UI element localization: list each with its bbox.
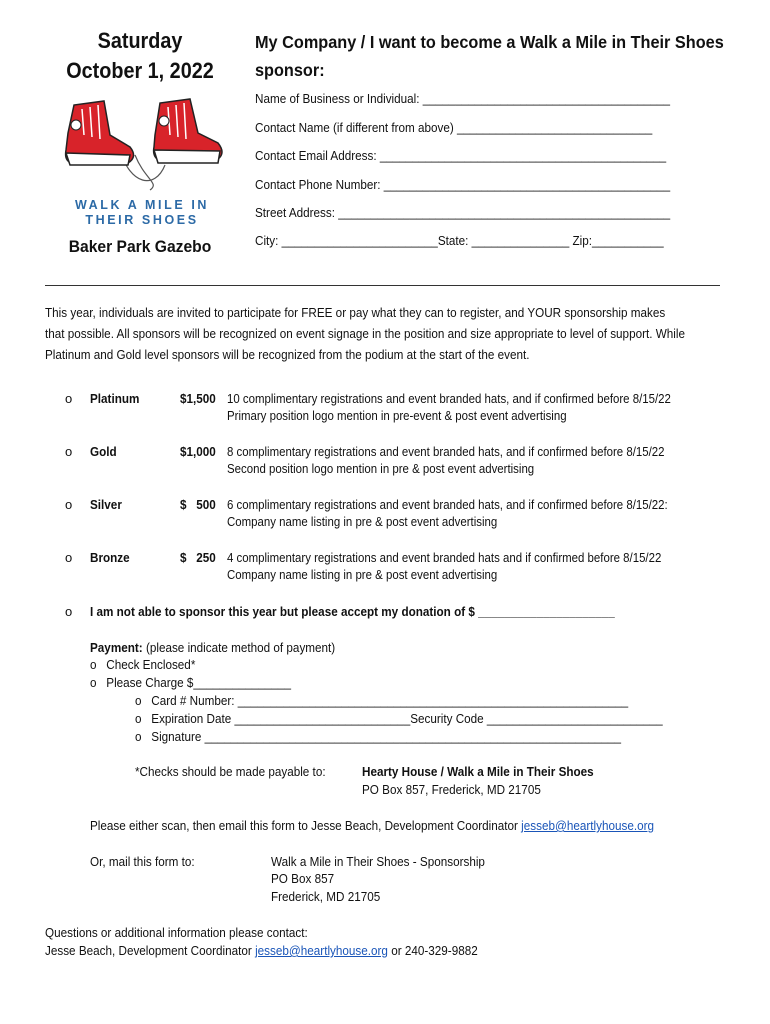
field-label: Expiration Date ___________________________Security Code ___________________________ bbox=[151, 711, 663, 726]
contact-name: Jesse Beach, Development Coordinator bbox=[45, 943, 252, 958]
contact-details bbox=[45, 943, 478, 958]
tier-benefit-line-1: 8 complimentary registrations and event branded hats, and if confirmed before 8/15/22 bbox=[227, 444, 665, 459]
city-state-zip-field[interactable]: City: ________________________State: _______________ Zip:___________ bbox=[255, 233, 664, 248]
event-date: October 1, 2022 bbox=[66, 58, 214, 83]
tier-silver[interactable] bbox=[45, 497, 745, 537]
tier-name: Gold bbox=[90, 444, 117, 459]
checkbox-bullet[interactable]: o bbox=[65, 550, 73, 565]
checkbox-bullet[interactable]: o bbox=[90, 675, 97, 690]
tier-amount: $1,000 bbox=[180, 444, 216, 459]
tier-benefit-line-2: Second position logo mention in pre & post event advertising bbox=[227, 461, 535, 476]
contact-phone-field[interactable]: Contact Phone Number: ____________________________________________ bbox=[255, 177, 671, 192]
sneakers-logo bbox=[60, 95, 230, 195]
mail-address-line: Walk a Mile in Their Shoes - Sponsorship bbox=[271, 854, 485, 869]
donation-option[interactable]: I am not able to sponsor this year but please accept my donation of $ _____________________ bbox=[90, 604, 615, 619]
contact-intro: Questions or additional information please contact: bbox=[45, 925, 308, 940]
expiration-security-field[interactable] bbox=[135, 711, 663, 726]
option-label: Check Enclosed* bbox=[106, 657, 196, 672]
payment-heading bbox=[90, 640, 335, 655]
bullet: o bbox=[135, 711, 142, 726]
event-date-block bbox=[50, 26, 230, 86]
contact-email-field[interactable]: Contact Email Address: ____________________________________________ bbox=[255, 148, 667, 163]
event-venue: Baker Park Gazebo bbox=[68, 237, 212, 256]
email-link[interactable]: jesseb@heartlyhouse.org bbox=[521, 818, 655, 833]
left-shoe-icon bbox=[66, 101, 134, 165]
scan-instruction bbox=[90, 818, 654, 833]
tier-benefit-line-1: 10 complimentary registrations and event branded hats, and if confirmed before 8/15/22 bbox=[227, 391, 671, 406]
check-enclosed-option[interactable] bbox=[90, 657, 195, 672]
brand-line-1: WALK A MILE IN bbox=[74, 198, 210, 212]
card-number-field[interactable] bbox=[135, 693, 628, 708]
checkbox-bullet[interactable]: o bbox=[65, 444, 73, 459]
checks-payable-label: *Checks should be made payable to: bbox=[135, 764, 326, 779]
tier-bronze[interactable] bbox=[45, 550, 745, 590]
payment-label: Payment: bbox=[90, 640, 143, 655]
payment-note: (please indicate method of payment) bbox=[145, 640, 336, 655]
charge-option[interactable] bbox=[90, 675, 291, 690]
form-heading-line-1: My Company / I want to become a Walk a Mile in Their Shoes bbox=[255, 32, 724, 52]
checkbox-bullet[interactable]: o bbox=[65, 497, 73, 512]
bullet: o bbox=[135, 693, 142, 708]
tier-name: Platinum bbox=[90, 391, 140, 406]
mail-address-line: PO Box 857 bbox=[271, 871, 335, 886]
tier-platinum[interactable] bbox=[45, 391, 745, 431]
right-shoe-icon bbox=[154, 99, 222, 163]
street-address-field[interactable]: Street Address: ___________________________________________________ bbox=[255, 205, 671, 220]
tier-benefit-line-2: Primary position logo mention in pre-event & post event advertising bbox=[227, 408, 567, 423]
tier-benefit-line-2: Company name listing in pre & post event advertising bbox=[227, 567, 498, 582]
tier-benefit-line-2: Company name listing in pre & post event advertising bbox=[227, 514, 498, 529]
form-heading-line-2: sponsor: bbox=[255, 60, 325, 80]
event-day: Saturday bbox=[97, 28, 183, 53]
tier-amount: $1,500 bbox=[180, 391, 216, 406]
intro-line: Platinum and Gold level sponsors will be recognized from the podium at the start of the event. bbox=[45, 347, 530, 362]
brand-wordmark bbox=[52, 198, 232, 228]
field-label: Card # Number: ____________________________________________________________ bbox=[151, 693, 629, 708]
tier-amount: $ 500 bbox=[180, 497, 216, 512]
tier-gold[interactable] bbox=[45, 444, 745, 484]
scan-text: Please either scan, then email this form to Jesse Beach, Development Coordinator bbox=[90, 818, 518, 833]
contact-phone: or 240-329-9882 bbox=[391, 943, 478, 958]
tier-benefit-line-1: 6 complimentary registrations and event branded hats, and if confirmed before 8/15/22: bbox=[227, 497, 668, 512]
payee-address: PO Box 857, Frederick, MD 21705 bbox=[362, 782, 541, 797]
checkbox-bullet[interactable]: o bbox=[65, 391, 73, 406]
contact-email-link[interactable]: jesseb@heartlyhouse.org bbox=[255, 943, 388, 958]
divider-line bbox=[45, 285, 720, 286]
mail-address-line: Frederick, MD 21705 bbox=[271, 889, 381, 904]
signature-field[interactable] bbox=[135, 729, 621, 744]
tier-benefit-line-1: 4 complimentary registrations and event branded hats and if confirmed before 8/15/22 bbox=[227, 550, 662, 565]
intro-paragraph bbox=[45, 302, 745, 365]
brand-line-2: THEIR SHOES bbox=[85, 213, 199, 227]
intro-line: This year, individuals are invited to participate for FREE or pay what they can to register, and YOUR sponsorship makes bbox=[45, 305, 666, 320]
checkbox-bullet[interactable]: o bbox=[90, 657, 97, 672]
option-label: Please Charge $_______________ bbox=[106, 675, 292, 690]
tier-name: Bronze bbox=[90, 550, 130, 565]
tier-name: Silver bbox=[90, 497, 122, 512]
mail-label: Or, mail this form to: bbox=[90, 854, 195, 869]
intro-line: that possible. All sponsors will be recognized on event signage in the position and size appropriate to level of support. While bbox=[45, 326, 685, 341]
donation-bullet[interactable]: o bbox=[65, 604, 73, 619]
business-name-field[interactable]: Name of Business or Individual: ______________________________________ bbox=[255, 91, 671, 106]
tier-amount: $ 250 bbox=[180, 550, 216, 565]
contact-name-field[interactable]: Contact Name (if different from above) ______________________________ bbox=[255, 120, 653, 135]
field-label: Signature ________________________________________________________________ bbox=[151, 729, 622, 744]
payee-name: Hearty House / Walk a Mile in Their Shoes bbox=[362, 764, 594, 779]
bullet: o bbox=[135, 729, 142, 744]
form-heading bbox=[255, 28, 724, 84]
